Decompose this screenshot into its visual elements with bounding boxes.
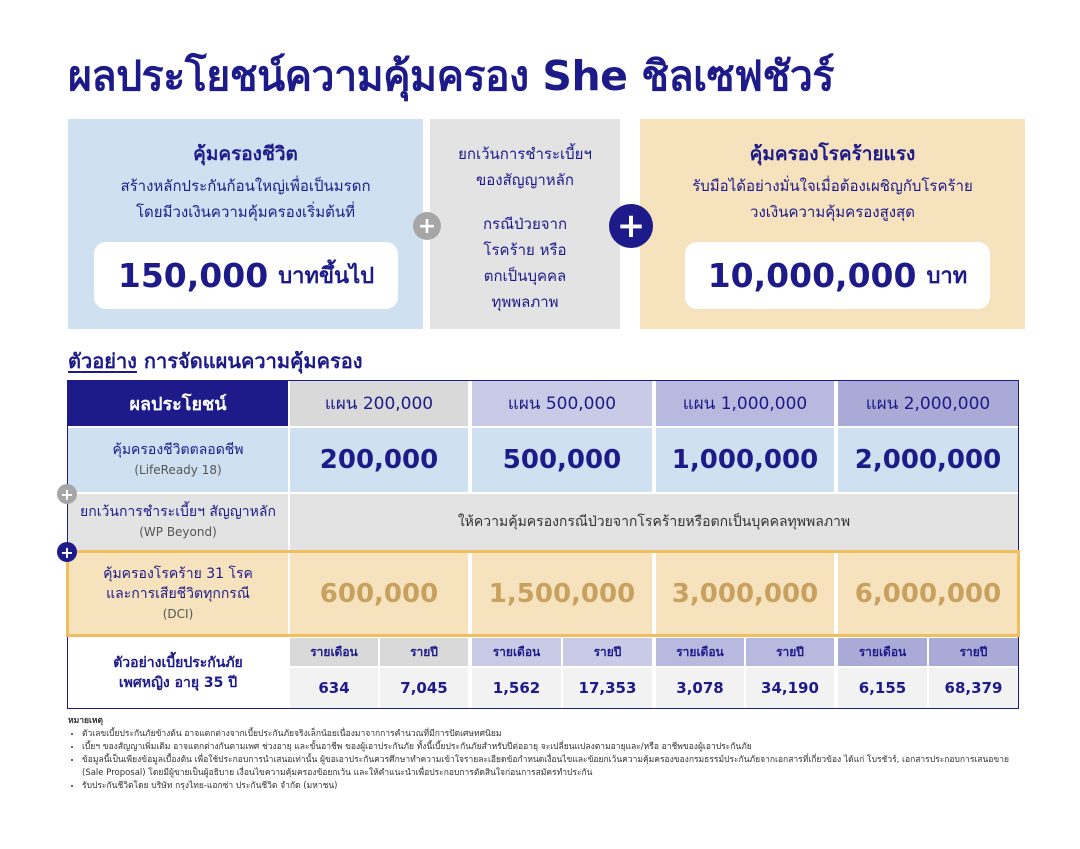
- premium-value: 34,190: [746, 668, 834, 708]
- premium-monthly-label: รายเดือน: [656, 638, 744, 666]
- dci-line2: วงเงินความคุ้มครองสูงสุด: [750, 203, 915, 221]
- life-unit: บาทขึ้นไป: [278, 264, 375, 289]
- life-amount: 150,000: [117, 256, 269, 295]
- premium-value: 68,379: [929, 668, 1018, 708]
- plus-icon: +: [609, 204, 653, 248]
- section-prefix: ตัวอย่าง: [68, 349, 137, 373]
- dci-value-500k: 1,500,000: [472, 552, 652, 635]
- premium-yearly-label: รายปี: [563, 638, 652, 666]
- plus-icon: +: [413, 212, 441, 240]
- premium-value: 17,353: [563, 668, 652, 708]
- header-plan-2m: แผน 2,000,000: [838, 381, 1018, 426]
- wp-line1: ยกเว้นการชำระเบี้ยฯ: [458, 145, 592, 163]
- header-benefit: ผลประโยชน์: [68, 381, 288, 426]
- life-line1: สร้างหลักประกันก้อนใหญ่เพื่อเป็นมรดก: [120, 177, 371, 195]
- life-line2: โดยมีวงเงินความคุ้มครองเริ่มต้นที่: [136, 203, 355, 221]
- dci-amount-card: [685, 242, 990, 309]
- section-rest: การจัดแผนความคุ้มครอง: [143, 349, 363, 373]
- dci-coverage-box: [640, 119, 1025, 329]
- plus-icon: +: [57, 542, 77, 562]
- premium-value: 1,562: [472, 668, 561, 708]
- life-value-2m: 2,000,000: [838, 428, 1018, 492]
- premium-value: 3,078: [656, 668, 744, 708]
- wp-line4: โรคร้าย หรือ: [483, 241, 567, 259]
- note-item: • เบี้ยฯ ของสัญญาเพิ่มเติม อาจแตกต่างกันตามเพศ ช่วงอายุ และขั้นอาชีพ ของผู้เอาประกันภัย ทั้งนี้เบี้ยประกันภัยสำหรับปีต่ออายุ จะเปลี่ยนแปลงตามอายุและ/หรือ อาชีพของผู้เอาประกันภัย: [82, 741, 1028, 754]
- wp-line2: ของสัญญาหลัก: [476, 171, 574, 189]
- header-plan-500k: แผน 500,000: [472, 381, 652, 426]
- wp-line6: ทุพพลภาพ: [491, 293, 559, 311]
- life-coverage-box: [68, 119, 423, 329]
- waiver-description: ให้ความคุ้มครองกรณีป่วยจากโรคร้ายหรือตกเป็นบุคคลทุพพลภาพ: [290, 494, 1018, 550]
- premium-yearly-label: รายปี: [380, 638, 468, 666]
- row-label-premium: ตัวอย่างเบี้ยประกันภัย เพศหญิง อายุ 35 ปี: [68, 638, 288, 708]
- page-title: ผลประโยชน์ความคุ้มครอง She ชิลเซฟชัวร์: [68, 52, 834, 100]
- premium-monthly-label: รายเดือน: [838, 638, 927, 666]
- life-value-1m: 1,000,000: [656, 428, 834, 492]
- row-label-dci: คุ้มครองโรคร้าย 31 โรค และการเสียชีวิตทุกกรณี (DCI): [68, 552, 288, 635]
- dci-unit: บาท: [926, 264, 968, 289]
- dci-line1: รับมือได้อย่างมั่นใจเมื่อต้องเผชิญกับโรคร้าย: [692, 177, 973, 195]
- dci-highlight-border: [66, 550, 1020, 637]
- dci-value-200k: 600,000: [290, 552, 468, 635]
- header-plan-1m: แผน 1,000,000: [656, 381, 834, 426]
- life-value-200k: 200,000: [290, 428, 468, 492]
- premium-value: 634: [290, 668, 378, 708]
- premium-yearly-label: รายปี: [929, 638, 1018, 666]
- note-item: • รับประกันชีวิตโดย บริษัท กรุงไทย-แอกซ่า ประกันชีวิต จำกัด (มหาชน): [82, 780, 1028, 793]
- dci-value-1m: 3,000,000: [656, 552, 834, 635]
- note-item: • ตัวเลขเบี้ยประกันภัยข้างต้น อาจแตกต่างจากเบี้ยประกันภัยจริงเล็กน้อยเนื่องมาจากการคำนวณที่มีการปัดเศษทศนิยม: [82, 728, 1028, 741]
- premium-monthly-label: รายเดือน: [290, 638, 378, 666]
- wp-line3: กรณีป่วยจาก: [482, 215, 568, 233]
- header-plan-200k: แผน 200,000: [290, 381, 468, 426]
- premium-value: 6,155: [838, 668, 927, 708]
- plus-icon: +: [57, 484, 77, 504]
- notes: [68, 715, 1028, 793]
- notes-title: หมายเหตุ: [68, 716, 103, 726]
- note-item: • ข้อมูลนี้เป็นเพียงข้อมูลเบื้องต้น เพื่อใช้ประกอบการนำเสนอเท่านั้น ผู้ขอเอาประกันควรศึกษาทำความเข้าใจรายละเอียดข้อกำหนดเงื่อนไขและข้อยกเว้นความคุ้มครองของกรมธรรม์ประกันภัยจากเอกสารที่เกี่ยวข้อง ได้แก่ โบรชัวร์, เอกสารประกอบการเสนอขาย (Sale Proposal) โดยมีผู้ขายเป็นผู้อธิบาย เงื่อนไขความคุ้มครองข้อยกเว้น และให้คำแนะนำเพื่อประกอบการตัดสินใจก่อนการสมัครทำประกัน: [82, 754, 1028, 780]
- notes-list: [68, 728, 1028, 793]
- dci-heading: คุ้มครองโรคร้ายแรง: [749, 143, 916, 165]
- premium-yearly-label: รายปี: [746, 638, 834, 666]
- row-label-life: คุ้มครองชีวิตตลอดชีพ (LifeReady 18): [68, 428, 288, 492]
- life-value-500k: 500,000: [472, 428, 652, 492]
- premium-value: 7,045: [380, 668, 468, 708]
- waiver-box: [430, 119, 620, 329]
- wp-line5: ตกเป็นบุคคล: [483, 267, 567, 285]
- premium-monthly-label: รายเดือน: [472, 638, 561, 666]
- life-amount-card: [94, 242, 398, 309]
- row-label-waiver: ยกเว้นการชำระเบี้ยฯ สัญญาหลัก (WP Beyond): [68, 494, 288, 550]
- section-heading: [68, 345, 362, 377]
- dci-amount: 10,000,000: [707, 256, 917, 295]
- dci-value-2m: 6,000,000: [838, 552, 1018, 635]
- life-heading: คุ้มครองชีวิต: [193, 143, 298, 165]
